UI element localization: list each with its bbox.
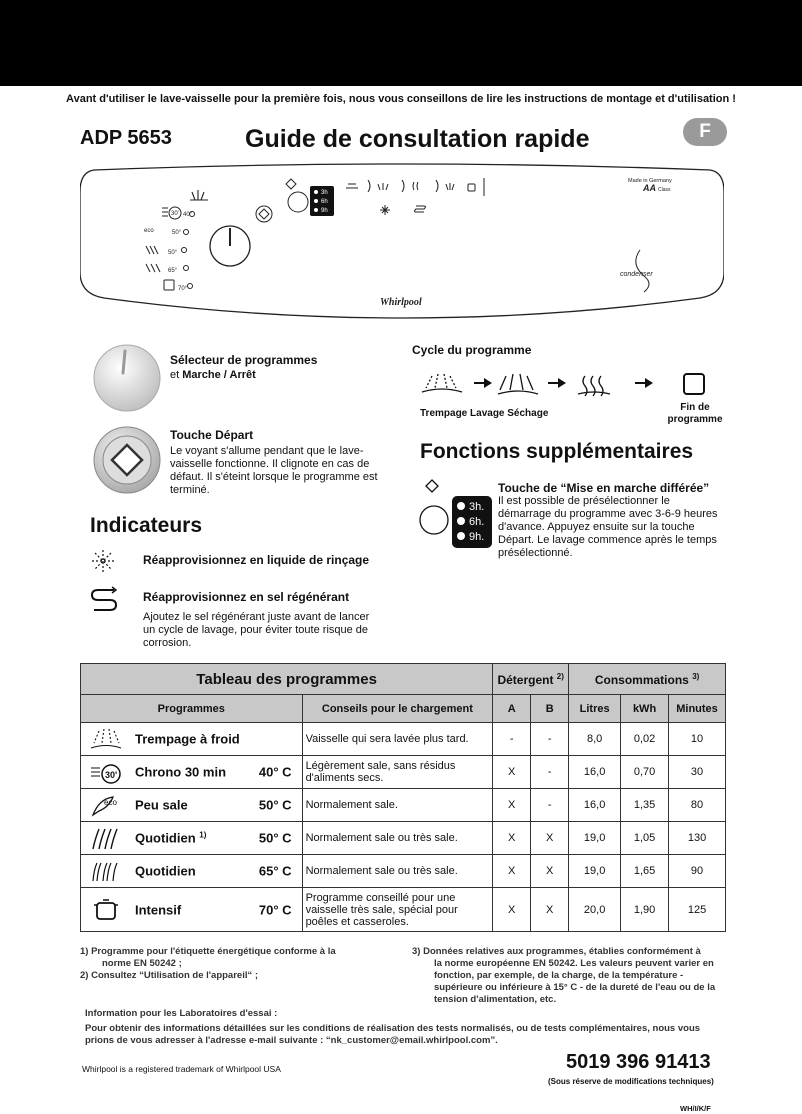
end-icon bbox=[684, 374, 704, 394]
control-panel-illustration bbox=[80, 162, 724, 328]
cycle-end-line2: programme bbox=[667, 414, 723, 425]
litres-value: 16,0 bbox=[569, 756, 621, 789]
panel-delay-3h: 3h bbox=[321, 190, 328, 196]
program-temp: 65° C bbox=[258, 863, 292, 879]
table-row bbox=[81, 888, 726, 932]
panel-chrono-label: 30' bbox=[171, 211, 179, 217]
panel-made-in: Made in Germany bbox=[628, 178, 672, 184]
panel-temp-70: 70° bbox=[178, 286, 188, 292]
delay-option-6h: 6h. bbox=[469, 516, 485, 528]
trademark-note: Whirlpool is a registered trademark of Whirlpool USA bbox=[82, 1064, 281, 1074]
panel-energy-class: Class bbox=[658, 187, 671, 193]
minutes-value: 130 bbox=[669, 822, 726, 855]
col-litres: Litres bbox=[569, 695, 621, 723]
cycle-labels: Trempage Lavage Séchage bbox=[420, 408, 549, 419]
page-title: Guide de consultation rapide bbox=[245, 125, 590, 153]
svg-text:30': 30' bbox=[105, 770, 118, 780]
litres-value: 20,0 bbox=[569, 888, 621, 932]
model-number: ADP 5653 bbox=[80, 127, 172, 149]
table-row bbox=[81, 822, 726, 855]
program-advice: Légèrement sale, sans résidus d'aliments secs. bbox=[302, 756, 493, 789]
program-name: Peu sale bbox=[135, 797, 188, 813]
col-advice: Conseils pour le chargement bbox=[302, 695, 493, 723]
kwh-value: 0,02 bbox=[621, 723, 669, 756]
minutes-value: 90 bbox=[669, 855, 726, 888]
technical-reserve-note: (Sous réserve de modifications techniques) bbox=[548, 1077, 714, 1086]
minutes-value: 80 bbox=[669, 789, 726, 822]
svg-text:eco: eco bbox=[104, 798, 117, 807]
detergent-a: - bbox=[493, 723, 531, 756]
salt-title: Réapprovisionnez en sel régénérant bbox=[143, 590, 350, 604]
panel-brand-logo: Whirlpool bbox=[380, 297, 422, 308]
detergent-b: - bbox=[531, 756, 569, 789]
program-advice: Vaisselle qui sera lavée plus tard. bbox=[302, 723, 493, 756]
footnote-3b: la norme européenne EN 50242. Les valeurs peuvent varier en fonction, par exemple, de la charge, de la température - supérieure ou inférieure à 15° C - de la dureté de l'eau ou de la tension d'alimentation, etc. bbox=[434, 958, 716, 1005]
panel-energy-rating: AA bbox=[643, 183, 656, 193]
delay-text: Il est possible de présélectionner le démarrage du programme avec 3-6-9 heures d'avance. Appuyez ensuite sur la touche Départ. Le lavage commence après le temps présélectionné. bbox=[498, 495, 718, 559]
program-name: Trempage à froid bbox=[135, 731, 240, 747]
delay-button-icon bbox=[420, 506, 448, 534]
panel-delay-9h: 9h bbox=[321, 208, 328, 214]
table-row bbox=[81, 756, 726, 789]
document-code: 5019 396 91413 bbox=[566, 1051, 711, 1073]
functions-title: Fonctions supplémentaires bbox=[420, 440, 694, 463]
kwh-value: 1,05 bbox=[621, 822, 669, 855]
dry-icon bbox=[578, 376, 610, 396]
program-name: Chrono 30 min bbox=[135, 764, 227, 780]
litres-value: 19,0 bbox=[569, 855, 621, 888]
detergent-a: X bbox=[493, 822, 531, 855]
col-programs: Programmes bbox=[81, 695, 303, 723]
litres-value: 16,0 bbox=[569, 789, 621, 822]
program-name: Quotidien $^{1)}$ bbox=[135, 830, 207, 846]
panel-delay-button bbox=[288, 192, 308, 212]
program-advice: Normalement sale ou très sale. bbox=[302, 855, 493, 888]
chrono-program-icon bbox=[89, 760, 123, 786]
lab-title: Information pour les Laboratoires d'essai : bbox=[85, 1008, 278, 1019]
col-kwh: kWh bbox=[621, 695, 669, 723]
delay-start-illustration bbox=[414, 478, 494, 548]
delay-title: Touche de “Mise en marche différée” bbox=[498, 481, 710, 495]
table-consumption-header: Consommations $^{3)}$ bbox=[569, 664, 726, 695]
panel-temp-40: 40° bbox=[183, 212, 193, 218]
cycle-diagram bbox=[420, 366, 720, 400]
delay-option-3h: 3h. bbox=[469, 501, 485, 513]
panel-temp-65: 65° bbox=[168, 268, 178, 274]
table-row bbox=[81, 855, 726, 888]
detergent-b: - bbox=[531, 789, 569, 822]
selector-title: Sélecteur de programmes bbox=[170, 353, 318, 367]
selector-subtitle-bold: Marche / Arrêt bbox=[182, 369, 256, 381]
soak-program-icon bbox=[89, 727, 123, 753]
delay-symbol-icon bbox=[426, 480, 438, 492]
wash-icon bbox=[498, 374, 538, 394]
top-black-band bbox=[0, 0, 802, 86]
detergent-b: X bbox=[531, 822, 569, 855]
indicators-title: Indicateurs bbox=[90, 514, 203, 537]
table-title: Tableau des programmes bbox=[81, 664, 493, 695]
start-title: Touche Départ bbox=[170, 428, 254, 442]
table-row bbox=[81, 789, 726, 822]
col-minutes: Minutes bbox=[669, 695, 726, 723]
intro-notice: Avant d'utiliser le lave-vaisselle pour la première fois, nous vous conseillons de lire les instructions de montage et d'utilisation ! bbox=[66, 93, 736, 105]
cycle-end-line1: Fin de bbox=[680, 402, 710, 413]
program-temp: 70° C bbox=[258, 902, 292, 917]
panel-delay-6h: 6h bbox=[321, 199, 328, 205]
daily-50-program-icon bbox=[89, 826, 123, 852]
salt-text: Ajoutez le sel régénérant juste avant de lancer un cycle de lavage, pour éviter toute risque de corrosion. bbox=[143, 611, 370, 649]
col-a: A bbox=[493, 695, 531, 723]
detergent-b: X bbox=[531, 855, 569, 888]
footnote-2: 2) Consultez “Utilisation de l'appareil“ ; bbox=[80, 970, 259, 981]
litres-value: 8,0 bbox=[569, 723, 621, 756]
intensive-program-icon bbox=[89, 897, 123, 923]
minutes-value: 30 bbox=[669, 756, 726, 789]
col-b: B bbox=[531, 695, 569, 723]
detergent-b: - bbox=[531, 723, 569, 756]
kwh-value: 1,35 bbox=[621, 789, 669, 822]
detergent-a: X bbox=[493, 855, 531, 888]
program-advice: Normalement sale ou très sale. bbox=[302, 822, 493, 855]
delay-option-9h: 9h. bbox=[469, 531, 485, 543]
kwh-value: 0,70 bbox=[621, 756, 669, 789]
detergent-a: X bbox=[493, 888, 531, 932]
program-temp: 50° C bbox=[258, 797, 292, 813]
daily-65-program-icon bbox=[89, 859, 123, 885]
detergent-a: X bbox=[493, 756, 531, 789]
document-reference: WH/I/K/F bbox=[680, 1104, 711, 1113]
panel-condenser-label: condenser bbox=[620, 271, 653, 278]
panel-eco-label: eco bbox=[144, 228, 154, 234]
panel-temp-50a: 50° bbox=[172, 230, 182, 236]
table-detergent-header: Détergent $^{2)}$ bbox=[493, 664, 569, 695]
footnote-1b: norme EN 50242 ; bbox=[102, 958, 182, 969]
lab-text: Pour obtenir des informations détaillées sur les conditions de réalisation des tests normalisés, ou de tests complémentaires, nous vous prions de vous adresser à l'adresse e-mail suivante : “nk_customer@email.whirlpool.com”. bbox=[85, 1023, 701, 1046]
minutes-value: 125 bbox=[669, 888, 726, 932]
rinse-aid-text: Réapprovisionnez en liquide de rinçage bbox=[143, 553, 370, 567]
programs-table bbox=[80, 663, 726, 932]
minutes-value: 10 bbox=[669, 723, 726, 756]
cycle-title: Cycle du programme bbox=[412, 343, 532, 357]
language-badge: F bbox=[683, 118, 727, 146]
kwh-value: 1,90 bbox=[621, 888, 669, 932]
program-name: Quotidien bbox=[135, 863, 196, 879]
soak-icon bbox=[422, 374, 462, 392]
program-name: Intensif bbox=[135, 902, 182, 917]
kwh-value: 1,65 bbox=[621, 855, 669, 888]
litres-value: 19,0 bbox=[569, 822, 621, 855]
program-temp: 50° C bbox=[258, 830, 292, 846]
footnote-3a: 3) Données relatives aux programmes, établies conformément à bbox=[412, 946, 701, 957]
detergent-a: X bbox=[493, 789, 531, 822]
start-button-icon bbox=[92, 425, 162, 495]
detergent-b: X bbox=[531, 888, 569, 932]
eco-program-icon bbox=[89, 793, 123, 819]
salt-icon bbox=[90, 586, 120, 612]
program-advice: Normalement sale. bbox=[302, 789, 493, 822]
rinse-aid-icon bbox=[90, 548, 116, 574]
start-text: Le voyant s'allume pendant que le lave-vaisselle fonctionne. Il clignote en cas de défaut. Il s'éteint lorsque le programme est terminé. bbox=[170, 445, 378, 496]
program-selector-knob-icon bbox=[92, 343, 162, 413]
table-row bbox=[81, 723, 726, 756]
selector-subtitle-pre: et bbox=[170, 369, 183, 381]
panel-temp-50b: 50° bbox=[168, 250, 178, 256]
footnote-1a: 1) Programme pour l'étiquette énergétique conforme à la bbox=[80, 946, 336, 957]
program-temp: 40° C bbox=[258, 764, 292, 780]
program-advice: Programme conseillé pour une vaisselle très sale, spécial pour poêles et casseroles. bbox=[302, 888, 493, 932]
